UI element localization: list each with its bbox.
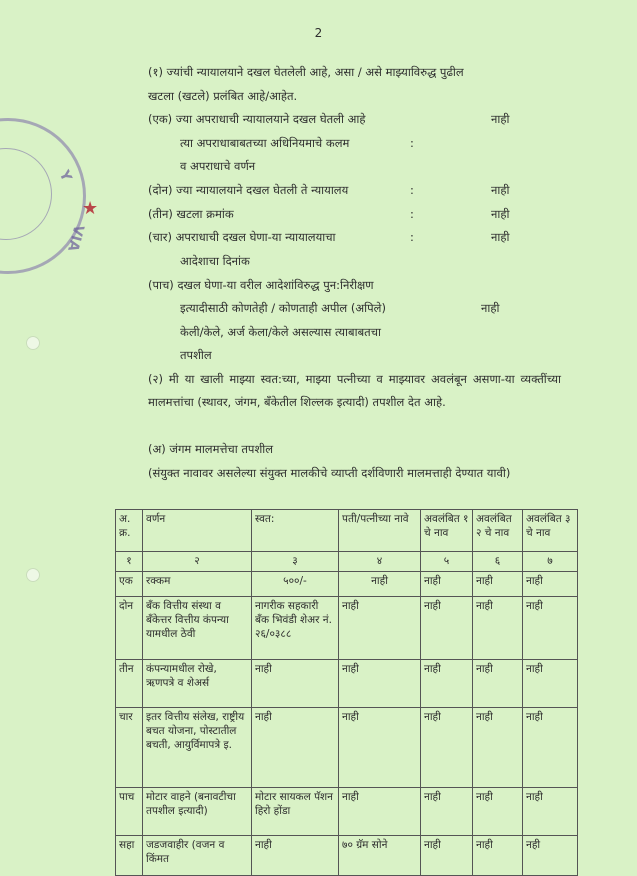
table-cell: नाही xyxy=(523,788,578,836)
table-cell: पाच xyxy=(116,788,143,836)
table-cell: तीन xyxy=(116,660,143,708)
table-cell: नाही xyxy=(339,660,421,708)
column-number: ४ xyxy=(339,552,421,572)
table-cell: नाही xyxy=(339,788,421,836)
table-cell: नाही xyxy=(252,660,339,708)
table-cell: नाही xyxy=(421,572,473,597)
table-cell: बँक वित्तीय संस्था व बँकेत्तर वित्तीय कंपन्या यामधील ठेवी xyxy=(143,597,252,660)
table-cell: दोन xyxy=(116,597,143,660)
table-cell: ७० ग्रॅम सोने xyxy=(339,836,421,876)
header-cell: स्वत: xyxy=(252,510,339,552)
item-pach-value: नाही xyxy=(481,301,500,315)
section-2-text: (२) मी या खाली माझ्या स्वत:च्या, माझ्या पत्नीच्या व माझ्यावर अवलंबून असणा-या व्यक्तींच्या मालमत्तांचा (स्थावर, जंगम, बँकेतील शिल्लक इत्यादी) तपशील देत आहे. xyxy=(148,372,561,409)
table-cell: नाही xyxy=(473,660,523,708)
column-number: ५ xyxy=(421,552,473,572)
table-cell: नाही xyxy=(252,836,339,876)
table-cell: नाही xyxy=(473,836,523,876)
item-don-colon: : xyxy=(410,183,414,197)
table-cell: नाही xyxy=(473,708,523,788)
table-row xyxy=(116,660,578,708)
table-cell: कंपन्यामधील रोखे, ऋणपत्रे व शेअर्स xyxy=(143,660,252,708)
table-cell: इतर वित्तीय संलेख, राष्ट्रीय बचत योजना, पोस्टातील बचती, आयुर्विमापत्रे इ. xyxy=(143,708,252,788)
item-ek-value: नाही xyxy=(491,112,510,126)
table-cell: सहा xyxy=(116,836,143,876)
table-cell: नाही xyxy=(523,660,578,708)
page-number: 2 xyxy=(314,26,323,40)
item-teen-colon: : xyxy=(410,207,414,221)
column-number: १ xyxy=(116,552,143,572)
subsection-a-note: (संयुक्त नावावर असलेल्या संयुक्त मालकीचे व्याप्ती दर्शविणारी मालमत्ताही देण्यात यावी) xyxy=(148,466,511,480)
table-cell: नाही xyxy=(523,708,578,788)
table-cell: नाही xyxy=(252,708,339,788)
item-don-line: (दोन) ज्या न्यायालयाने दखल घेतली ते न्यायालय xyxy=(148,183,349,197)
item-ek-colon: : xyxy=(410,136,414,150)
item-char-line-2: आदेशाचा दिनांक xyxy=(180,254,250,268)
table-cell: नाही xyxy=(421,788,473,836)
table-cell: नाही xyxy=(473,597,523,660)
table-cell: नाही xyxy=(339,572,421,597)
table-row xyxy=(116,572,578,597)
table-cell: नाही xyxy=(339,597,421,660)
column-number: ६ xyxy=(473,552,523,572)
column-number: २ xyxy=(143,552,252,572)
table-header-row xyxy=(116,510,578,552)
item-ek-line-1: (एक) ज्या अपराधाची न्यायालयाने दखल घेतली आहे xyxy=(148,112,366,126)
intro-line-1: (१) ज्यांची न्यायालयाने दखल घेतलेली आहे, असा / असे माझ्याविरुद्ध पुढील xyxy=(148,65,464,79)
subsection-a-heading: (अ) जंगम मालमत्तेचा तपशील xyxy=(148,442,274,456)
table-cell: एक xyxy=(116,572,143,597)
table-cell: नाही xyxy=(421,597,473,660)
header-cell: वर्णन xyxy=(143,510,252,552)
item-pach-line-2: इत्यादीसाठी कोणतेही / कोणताही अपील (अपिले) xyxy=(180,301,386,315)
item-char-value: नाही xyxy=(491,230,510,244)
table-cell: नाही xyxy=(523,572,578,597)
table-cell: नाही xyxy=(421,660,473,708)
table-cell: जडजवाहीर (वजन व किंमत xyxy=(143,836,252,876)
item-pach-line-3: केली/केले, अर्ज केला/केले असल्यास त्याबाबतचा xyxy=(180,325,381,339)
table-number-row xyxy=(116,552,578,572)
table-cell: मोटार वाहने (बनावटीचा तपशील इत्यादी) xyxy=(143,788,252,836)
item-ek-line-2: त्या अपराधाबाबतच्या अधिनियमाचे कलम xyxy=(180,136,350,150)
header-cell: अ. क्र. xyxy=(116,510,143,552)
stamp-text: VIA xyxy=(64,222,87,254)
table-cell: नाही xyxy=(473,572,523,597)
stamp-star-icon: ★ xyxy=(82,198,99,219)
table-row xyxy=(116,836,578,876)
header-cell: अवलंबित २ चे नाव xyxy=(473,510,523,552)
table-row xyxy=(116,708,578,788)
table-cell: नाही xyxy=(421,836,473,876)
column-number: ३ xyxy=(252,552,339,572)
table-row xyxy=(116,597,578,660)
table-cell: नही xyxy=(523,836,578,876)
header-cell: पती/पत्नीच्या नावे xyxy=(339,510,421,552)
item-pach-line-4: तपशील xyxy=(180,348,212,362)
item-ek-line-3: व अपराधाचे वर्णन xyxy=(180,159,256,173)
table-cell: नाही xyxy=(473,788,523,836)
table-cell: नाही xyxy=(523,597,578,660)
table-cell: चार xyxy=(116,708,143,788)
punch-hole-bottom xyxy=(26,568,40,582)
header-cell: अवलंबित १ चे नाव xyxy=(421,510,473,552)
item-char-colon: : xyxy=(410,230,414,244)
table-cell: रक्कम xyxy=(143,572,252,597)
item-char-line-1: (चार) अपराधाची दखल घेणा-या न्यायालयाचा xyxy=(148,230,336,244)
table-cell: नाही xyxy=(421,708,473,788)
column-number: ७ xyxy=(523,552,578,572)
movable-assets-table xyxy=(115,509,578,876)
item-teen-value: नाही xyxy=(491,207,510,221)
header-cell: अवलंबित ३ चे नाव xyxy=(523,510,578,552)
table-row xyxy=(116,788,578,836)
table-cell: नागरीक सहकारी बँक भिवंडी शेअर नं. २६/०३८८ xyxy=(252,597,339,660)
punch-hole-top xyxy=(26,336,40,350)
stamp-text: Y xyxy=(55,168,75,184)
item-don-value: नाही xyxy=(491,183,510,197)
item-teen-line: (तीन) खटला क्रमांक xyxy=(148,207,234,221)
table-cell: ५००/- xyxy=(252,572,339,597)
intro-line-2: खटला (खटले) प्रलंबित आहे/आहेत. xyxy=(148,89,298,103)
item-pach-line-1: (पाच) दखल घेणा-या वरील आदेशांविरुद्ध पुन:निरीक्षण xyxy=(148,278,374,292)
table-cell: मोटार सायकल पॅशन हिरो होंडा xyxy=(252,788,339,836)
table-cell: नाही xyxy=(339,708,421,788)
